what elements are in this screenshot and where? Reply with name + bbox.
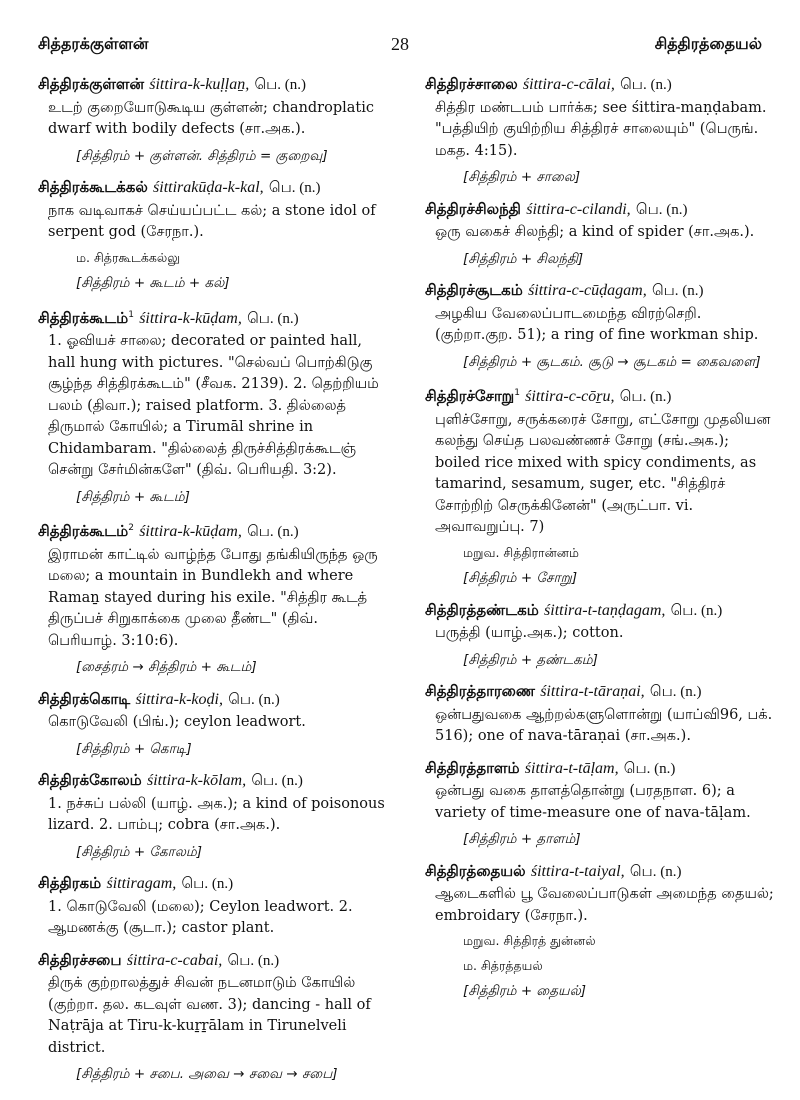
definition: உடற் குறையோடுகூடிய குள்ளன்; chandroplatic dwarf with bodily defects (சா.அக.).: [48, 99, 374, 137]
definition: ஆடைகளில் பூ வேலைப்பாடுகள் அமைந்த தையல்; embroidary (சேரநா.).: [435, 886, 774, 924]
dictionary-entry: [425, 681, 775, 748]
entry-head: [38, 689, 388, 712]
entry-head: [425, 681, 775, 704]
headword: சித்திரத்தாளம்: [425, 758, 520, 777]
part-of-speech: பெ. (n.): [670, 602, 723, 619]
etymology: [சித்திரம் + சூடகம். சூடு → சூடகம் = கைவளை]: [463, 353, 761, 370]
synonym-line: மறுவ. சித்திரான்னம்: [463, 544, 579, 560]
entry-head: [38, 770, 388, 793]
part-of-speech: பெ. (n.): [181, 876, 234, 892]
entry-head: [425, 74, 775, 97]
headword: சித்திரக்குள்ளன்: [38, 75, 145, 93]
etymology: [சித்திரம் + சாலை]: [463, 169, 581, 185]
entry-head: [425, 199, 775, 222]
dictionary-entry: [425, 861, 775, 1003]
transliteration: śittira-c-cōṟu,: [525, 388, 615, 405]
entry-head: [425, 280, 775, 303]
definition: 1. நச்சுப் பல்லி (யாழ். அக.); a kind of poisonous lizard. 2. பாம்பு; cobra (சா.அக.).: [48, 795, 385, 833]
etymology: [சித்திரம் + குள்ளன். சித்திரம் = குறைவு]: [76, 147, 328, 164]
part-of-speech: பெ. (n.): [623, 760, 676, 777]
transliteration: śittira-c-cabai,: [126, 951, 223, 969]
entry-head: [38, 305, 388, 331]
etymology: [சித்திரம் + தையல்]: [463, 983, 587, 999]
part-of-speech: பெ. (n.): [228, 691, 280, 708]
headword: சித்திரத்தண்டகம்: [425, 600, 539, 619]
entry-head: [425, 758, 775, 781]
dictionary-entry: [38, 950, 388, 1086]
entry-head: [425, 861, 775, 884]
headword: சித்திரகம்: [38, 874, 102, 892]
transliteration: śittira-t-taṇḍagam,: [544, 601, 666, 619]
definition: ஒரு வகைச் சிலந்தி; a kind of spider (சா.அக.).: [435, 224, 755, 240]
transliteration: śittira-k-koḍi,: [135, 690, 223, 708]
part-of-speech: பெ. (n.): [635, 201, 688, 218]
transliteration: śittira-k-kōlam,: [147, 772, 247, 789]
etymology: [சித்திரம் + கூடம் + கல்]: [76, 275, 230, 291]
etymology: [சித்திரம் + தாளம்]: [463, 831, 581, 847]
transliteration: śittira-c-cālai,: [522, 76, 615, 93]
part-of-speech: பெ. (n.): [254, 77, 307, 93]
etymology: [சித்திரம் + கொடி]: [76, 740, 192, 757]
homonym-number: 1: [514, 388, 520, 398]
definition: இராமன் காட்டில் வாழ்ந்த போது தங்கியிருந்த ஒரு மலை; a mountain in Bundlekh and where Ramaṉ stayed during his exile. "சித்திர கூடத் திருப்பச் சிறுகாக்கை முலை தீண்ட" (திவ். பெரியாழ். 3:10:6).: [48, 546, 378, 649]
page-number: 28: [391, 34, 409, 54]
part-of-speech: பெ. (n.): [251, 773, 303, 789]
dictionary-entry: [38, 518, 388, 679]
dictionary-entry: [38, 689, 388, 761]
headword: சித்திரக்கொடி: [38, 689, 131, 708]
part-of-speech: பெ. (n.): [649, 684, 702, 700]
synonym-line: ம. சித்ரகூடக்கல்லு: [76, 249, 181, 265]
headword: சித்திரக்கூடம்: [38, 308, 129, 327]
transliteration: śittira-t-tāḷam,: [524, 759, 619, 777]
dictionary-entry: [425, 758, 775, 851]
etymology: [சித்திரம் + கூடம்]: [76, 488, 190, 505]
dictionary-entry: [425, 600, 775, 672]
left-column: [38, 74, 388, 1096]
entry-head: [38, 950, 388, 973]
dictionary-entry: [38, 305, 388, 509]
entry-head: [38, 873, 388, 896]
etymology: [சைத்ரம் → சித்திரம் + கூடம்]: [76, 659, 257, 675]
entry-head: [38, 74, 388, 97]
headword: சித்திரச்சூடகம்: [425, 281, 523, 299]
part-of-speech: பெ. (n.): [619, 389, 672, 405]
right-column: [425, 74, 775, 1013]
running-head-right: சித்திரத்தையல்: [654, 34, 762, 53]
transliteration: śittira-k-kūḍam,: [139, 523, 242, 540]
dictionary-entry: [38, 873, 388, 940]
etymology: [சித்திரம் + கோலம்]: [76, 843, 203, 860]
headword: சித்திரச்சோறு: [425, 387, 515, 405]
etymology: [சித்திரம் + தண்டகம்]: [463, 651, 598, 668]
part-of-speech: பெ. (n.): [268, 180, 321, 196]
homonym-number: 1: [128, 309, 134, 320]
etymology: [சித்திரம் + சிலந்தி]: [463, 250, 584, 267]
running-head-left: சித்தரக்குள்ளன்: [38, 34, 149, 53]
definition: சித்திர மண்டபம் பார்க்க; see śittira-maṇḍabam. "பத்தியிற் குயிற்றிய சித்திரச் சாலையும்" (பெருங். மகத. 4:15).: [435, 99, 767, 159]
headword: சித்திரக்கூடக்கல்: [38, 178, 148, 196]
definition: 1. ஓவியச் சாலை; decorated or painted hall, hall hung with pictures. "செல்வப் பொற்கிடுகு சூழ்ந்த சித்திரக்கூடம்" (சீவக. 2139). 2. தெற்றியம் பலம் (திவா.); raised platform. 3. தில்லைத் திருமால் கோயில்; a Tirumāl shrine in Chidambaram. "தில்லைத் திருச்சித்திரக்கூடஞ் சென்று சேர்மின்களே" (திவ். பெரியதி. 3:2).: [48, 333, 379, 478]
etymology: [சித்திரம் + சபை. அவை → சவை → சபை]: [76, 1066, 338, 1082]
definition: 1. கொடுவேலி (மலை); Ceylon leadwort. 2. ஆமணக்கு (சூடா.); castor plant.: [48, 898, 353, 936]
dictionary-entry: [425, 199, 775, 271]
synonym-line: ம. சித்ரத்தயல்: [463, 957, 543, 973]
part-of-speech: பெ. (n.): [620, 77, 672, 93]
definition: ஒன்பதுவகை ஆற்றல்களுளொன்று (யாப்வி96, பக். 516); one of nava-tāraṇai (சா.அக.).: [435, 706, 773, 744]
headword: சித்திரச்சபை: [38, 950, 122, 969]
dictionary-entry: [425, 280, 775, 373]
definition: திருக் குற்றாலத்துச் சிவன் நடனமாடும் கோயில் (குற்றா. தல. கடவுள் வண. 3); dancing - hall of Naṭrāja at Tiru-k-kuṟṟālam in Tirunelveli district.: [48, 975, 371, 1056]
definition: நாக வடிவாகச் செய்யப்பட்ட கல்; a stone idol of serpent god (சேரநா.).: [48, 202, 376, 240]
headword: சித்திரக்கோலம்: [38, 771, 142, 789]
transliteration: śittira-t-tāraṇai,: [540, 683, 645, 700]
homonym-number: 2: [128, 523, 134, 533]
dictionary-entry: [425, 383, 775, 590]
synonym-line: மறுவ. சித்திரத் துன்னல்: [463, 933, 596, 948]
definition: அழகிய வேலைப்பாடமைந்த விரற்செறி. (குற்றா.குற. 51); a ring of fine workman ship.: [435, 305, 759, 343]
transliteration: śittira-t-taiyal,: [530, 862, 625, 880]
definition: ஒன்பது வகை தாளத்தொன்று (பரதநாள. 6); a variety of time-measure one of nava-tāḷam.: [435, 783, 751, 821]
definition: பருத்தி (யாழ்.அக.); cotton.: [435, 625, 624, 641]
part-of-speech: பெ. (n.): [247, 310, 299, 327]
definition: புளிச்சோறு, சருக்கரைச் சோறு, எட்சோறு முதலியன கலந்து செய்த பலவண்ணச் சோறு (சங்.அக.); boiled rice mixed with spicy condiments, as tamarind, sesamum, suger, etc. "சித்திரச் சோற்றிற் செருக்கினேன்" (அருட்பா. vi. அவாவறுப்பு. 7): [435, 411, 771, 535]
transliteration: śittirakūḍa-k-kal,: [153, 179, 264, 196]
entry-head: [425, 600, 775, 623]
dictionary-entry: [425, 74, 775, 189]
headword: சித்திரக்கூடம்: [38, 522, 129, 540]
part-of-speech: பெ. (n.): [247, 524, 299, 540]
transliteration: śittira-c-cilandi,: [526, 200, 631, 218]
entry-head: [38, 177, 388, 200]
headword: சித்திரச்சிலந்தி: [425, 199, 521, 218]
headword: சித்திரச்சாலை: [425, 75, 518, 93]
transliteration: śittiragam,: [106, 875, 177, 892]
headword: சித்திரத்தாரணை: [425, 682, 535, 700]
entry-head: [425, 383, 775, 409]
entry-head: [38, 518, 388, 544]
part-of-speech: பெ. (n.): [651, 283, 704, 299]
transliteration: śittira-k-kūḍam,: [139, 309, 242, 327]
dictionary-entry: [38, 74, 388, 167]
headword: சித்திரத்தையல்: [425, 861, 526, 880]
transliteration: śittira-k-kuḷḷaṉ,: [149, 76, 250, 93]
dictionary-entry: [38, 177, 388, 295]
transliteration: śittira-c-cūḍagam,: [528, 282, 647, 299]
part-of-speech: பெ. (n.): [227, 952, 280, 969]
dictionary-entry: [38, 770, 388, 863]
etymology: [சித்திரம் + சோறு]: [463, 570, 578, 586]
part-of-speech: பெ. (n.): [629, 863, 682, 880]
definition: கொடுவேலி (பிங்.); ceylon leadwort.: [48, 714, 306, 730]
